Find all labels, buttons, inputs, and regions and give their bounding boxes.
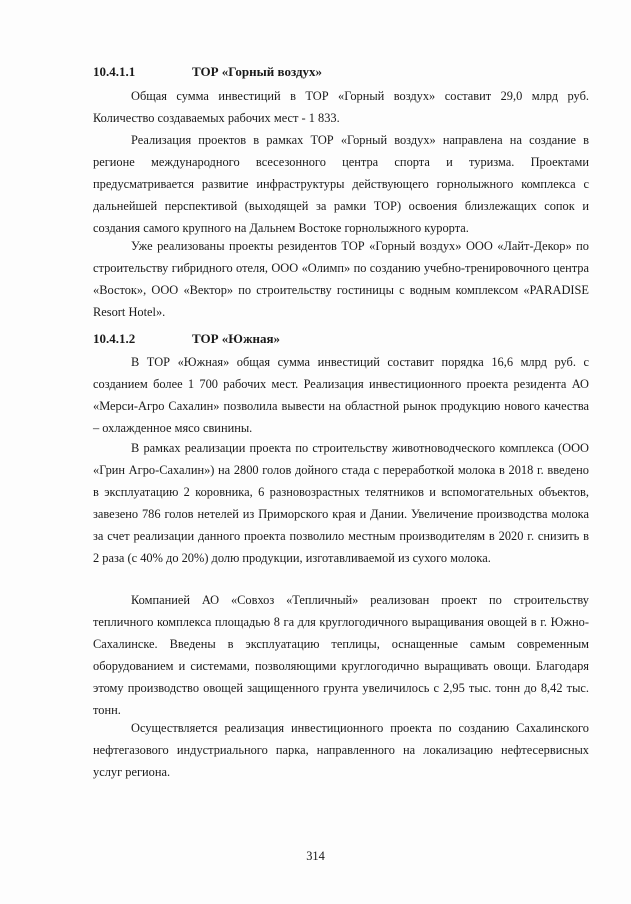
paragraph: Компанией АО «Совхоз «Тепличный» реализован проект по строительству тепличного комплекса площадью 8 га для круглогодичного выращивания овощей в г. Южно-Сахалинске. Введены в эксплуатацию теплицы, оснащенные самым современным оборудованием и системами, позволяющими круглогодично выращивать овощи. Благодаря этому производство овощей защищенного грунта увеличилось с 2,95 тыс. тонн до 8,42 тыс. тонн. bbox=[93, 593, 589, 717]
paragraph: Уже реализованы проекты резидентов ТОР «Горный воздух» ООО «Лайт-Декор» по строительству гибридного отеля, ООО «Олимп» по созданию учебно-тренировочного центра «Восток», ООО «Вектор» по строительству гостиницы с водным комплексом «PARADISE Resort Hotel». bbox=[93, 239, 589, 319]
section-title: ТОР «Горный воздух» bbox=[192, 64, 323, 79]
paragraph: Осуществляется реализация инвестиционного проекта по созданию Сахалинского нефтегазового индустриального парка, направленного на локализацию нефтесервисных услуг региона. bbox=[93, 721, 589, 779]
paragraph: В ТОР «Южная» общая сумма инвестиций составит порядка 16,6 млрд руб. с созданием более 1 700 рабочих мест. Реализация инвестиционного проекта резидента АО «Мерси-Агро Сахалин» позволила вывести на областной рынок продукцию нового качества – охлажденное мясо свинины. bbox=[93, 355, 589, 435]
paragraph: В рамках реализации проекта по строительству животноводческого комплекса (ООО «Грин Агро-Сахалин») на 2800 голов дойного стада с переработкой молока в 2018 г. введено в эксплуатацию 2 коровника, 6 разновозрастных телятников и вспомогательных объектов, завезено 786 голов нетелей из Приморского края и Дании. Увеличение производства молока за счет реализации данного проекта позволило местным производителям в 2020 г. снизить в 2 раза (с 40% до 20%) долю продукции, изготавливаемой из сухого молока. bbox=[93, 441, 589, 565]
section-number: 10.4.1.2 bbox=[93, 331, 136, 346]
paragraph: Общая сумма инвестиций в ТОР «Горный воздух» составит 29,0 млрд руб. Количество создаваемых рабочих мест - 1 833. bbox=[93, 89, 589, 125]
section-title: ТОР «Южная» bbox=[192, 331, 281, 346]
section-number: 10.4.1.1 bbox=[93, 64, 136, 79]
paragraph: Реализация проектов в рамках ТОР «Горный воздух» направлена на создание в регионе международного всесезонного центра спорта и туризма. Проектами предусматривается развитие инфраструктуры действующего горнолыжного комплекса с дальнейшей перспективой (выходящей за рамки ТОР) освоения близлежащих сопок и создания самого крупного на Дальнем Востоке горнолыжного курорта. bbox=[93, 133, 589, 235]
page-number: 314 bbox=[306, 849, 325, 863]
